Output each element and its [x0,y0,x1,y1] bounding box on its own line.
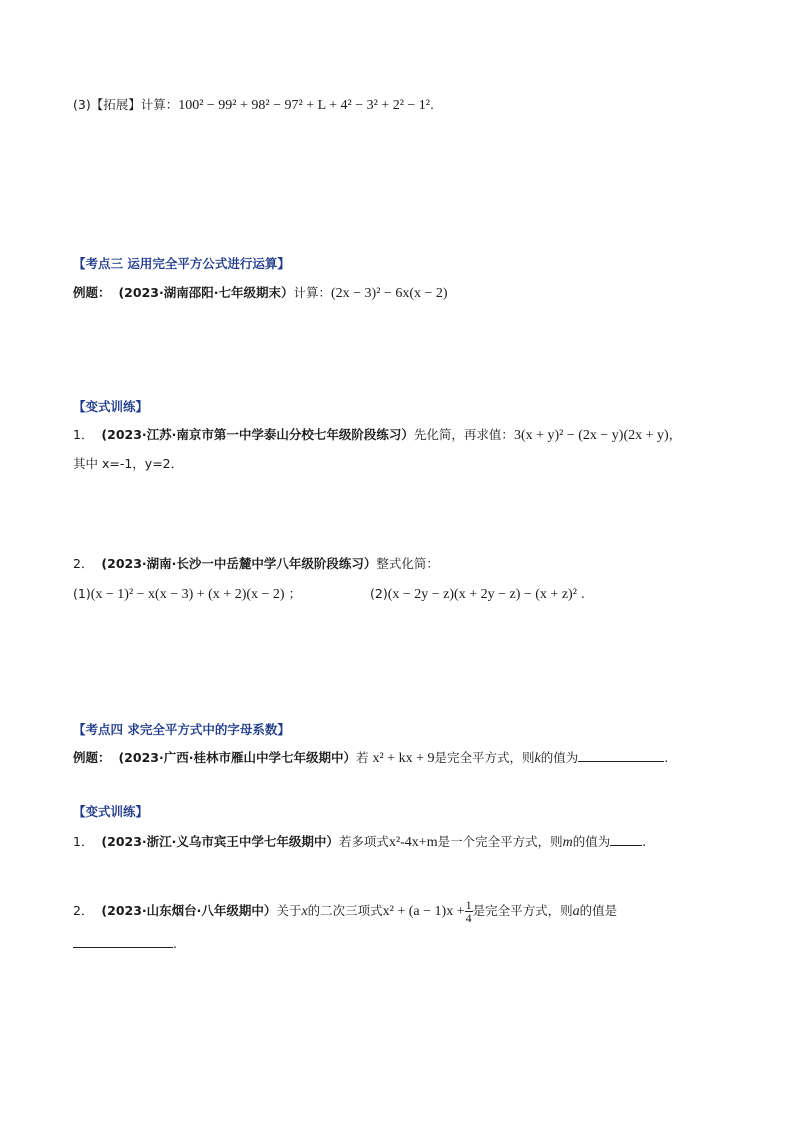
fraction [465,899,473,924]
question-source: (2023·江苏·南京市第一中学泰山分校七年级阶段练习） [101,427,414,442]
part-end: ； [288,586,302,601]
question-number: 1． [73,834,94,849]
question-source: (2023·湖南·长沙一中岳麓中学八年级阶段练习） [101,556,377,571]
part-expression: (x − 2y − z)(x + 2y − z) − (x + z)² [387,587,577,602]
section-3-question-2-part-2 [370,585,585,604]
question-text: 是完全平方式，则 [472,903,573,918]
question-end: . [173,936,177,951]
answer-blank[interactable] [610,833,642,846]
section-4-question-2 [73,899,617,924]
example-source: (2023·湖南邵阳·七年级期末） [118,285,294,300]
extension-problem [73,96,434,115]
extension-prefix: (3)【拓展】计算： [73,97,179,112]
example-text: 计算： [293,285,331,300]
question-variable: x [301,904,308,919]
question-expression: x² + (a − 1)x + [382,904,465,919]
question-variable: m [562,835,573,850]
question-text: 的值是 [579,903,618,918]
section-4-question-2-answer [73,935,177,953]
question-text: 整式化简： [376,556,439,571]
question-text: 关于 [276,903,302,918]
example-expression: (2x − 3)² − 6x(x − 2) [331,286,448,301]
question-end: ， [668,427,682,442]
section-4-example [73,749,668,768]
section-3-variant-heading: 【变式训练】 [73,399,149,414]
extension-end: . [430,97,434,112]
section-3-question-1 [73,426,681,445]
question-text: 若多项式 [338,834,389,849]
example-expression: x² + kx + 9 [372,751,435,766]
example-text: 若 [355,750,369,765]
section-3-question-1-condition: 其中 x=-1，y=2． [73,456,184,471]
section-4-heading: 【考点四 求完全平方式中的字母系数】 [73,722,290,737]
fraction-numerator: 1 [465,898,472,912]
question-text: 的值为 [572,834,611,849]
question-source: (2023·山东烟台·八年级期中） [101,903,277,918]
section-3-question-2 [73,555,439,573]
question-end: . [642,834,647,849]
part-expression: (x − 1)² − x(x − 3) + (x + 2)(x − 2) [90,587,285,602]
section-3-question-2-part-1 [73,585,301,604]
question-number: 2． [73,556,94,571]
question-expression: x²-4x+m [388,835,438,850]
question-variable: a [572,904,580,919]
section-4-question-1 [73,833,646,852]
question-source: (2023·浙江·义乌市宾王中学七年级期中） [101,834,339,849]
example-label: 例题： [73,750,111,765]
example-label: 例题： [73,285,111,300]
fraction-denominator: 4 [465,911,472,925]
answer-blank[interactable] [578,749,664,762]
example-source: (2023·广西·桂林市雁山中学七年级期中） [118,750,356,765]
question-number: 1． [73,427,94,442]
example-text: 是完全平方式，则 [434,750,535,765]
example-text: 的值为 [540,750,579,765]
question-expression: 3(x + y)² − (2x − y)(2x + y) [513,428,669,443]
section-3-heading: 【考点三 运用完全平方公式进行运算】 [73,256,290,271]
section-3-example [73,284,448,303]
extension-expression: 100² − 99² + 98² − 97² + L + 4² − 3² + 2² − 1² [178,98,430,113]
question-number: 2． [73,903,94,918]
part-label: (1) [73,586,91,601]
example-end: . [664,750,669,765]
part-label: (2) [370,586,388,601]
answer-blank[interactable] [73,935,173,948]
question-text: 先化简，再求值： [413,427,514,442]
question-text: 的二次三项式 [307,903,383,918]
part-end: . [580,586,585,601]
section-4-variant-heading: 【变式训练】 [73,804,149,819]
example-variable: k [534,751,541,766]
question-text: 是一个完全平方式，则 [437,834,563,849]
